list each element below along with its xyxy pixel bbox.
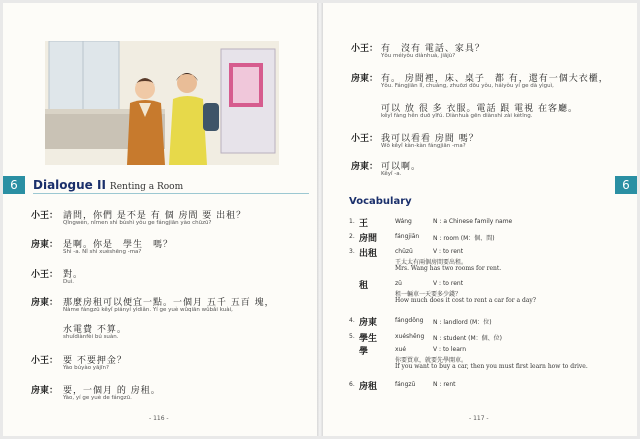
dialogue-chinese: 可以 放 很 多 衣服。電話 跟 電視 在客廳。 <box>381 104 579 114</box>
vocab-word: 房東 <box>359 318 378 328</box>
vocab-pinyin: fángzū <box>395 381 416 388</box>
dialogue-pinyin: shuǐdiànfèi bú suàn. <box>63 334 119 340</box>
speaker-label: 小王： <box>351 134 379 144</box>
vocab-number: 2. <box>349 233 355 240</box>
left-page <box>3 3 317 436</box>
vocab-example: Mrs. Wang has two rooms for rent. <box>395 265 502 272</box>
dialogue-chinese: 我可以看看 房間 嗎？ <box>381 134 479 144</box>
vocab-word: 房間 <box>359 234 378 244</box>
vocab-pinyin: fángdōng <box>395 317 424 324</box>
speaker-label: 房東： <box>31 298 59 308</box>
dialogue-pinyin: Qǐngwèn, nǐmen shì búshì yǒu ge fángjiān yào chūzū? <box>63 220 212 226</box>
vocab-word: 租 <box>359 281 369 291</box>
dialogue-chinese: 請問，你們 是不是 有 個 房間 要 出租？ <box>63 211 247 221</box>
vocab-example: How much does it cost to rent a car for a day? <box>395 297 537 304</box>
vocab-number: 6. <box>349 381 355 388</box>
dialogue-chinese: 要 不要押金？ <box>63 356 127 366</box>
lesson-number-tab: 6 <box>3 176 25 194</box>
speaker-label: 小王： <box>31 356 59 366</box>
vocab-definition: V : to learn <box>433 346 467 353</box>
vocab-word: 出租 <box>359 249 378 259</box>
right-page <box>323 3 637 436</box>
vocab-number: 5. <box>349 333 355 340</box>
dialogue-pinyin: kěyǐ fàng hěn duō yīfú. Diànhuà gēn diànshì zài kètīng. <box>381 113 533 119</box>
dialogue-chinese: 對。 <box>63 270 84 280</box>
vocab-pinyin: xuéshēng <box>395 333 425 340</box>
dialogue-chinese: 要，一個月 的 房租。 <box>63 386 161 396</box>
vocab-definition: N : landlord (M：位) <box>433 319 492 326</box>
dialogue-pinyin: Nàme fángzū kěyǐ piányí yìdiǎn. Yí ge yuè wǔqiān wǔbǎi kuài, <box>63 307 233 313</box>
vocab-example: 王太太有兩個房間要出租。 <box>395 259 468 266</box>
vocab-number: 1. <box>349 218 355 225</box>
vocab-pinyin: chūzū <box>395 248 413 255</box>
vocab-definition: V : to rent <box>433 280 464 287</box>
dialogue-chinese: 那麼房租可以便宜一點。一個月 五千 五百 塊， <box>63 298 275 308</box>
vocab-example: 租一輛車一天要多少錢？ <box>395 291 462 298</box>
dialogue-chinese: 是啊。你是 學生 嗎？ <box>63 240 174 250</box>
speaker-label: 小王： <box>351 44 379 54</box>
speaker-label: 房東： <box>31 386 59 396</box>
dialogue-chinese: 水電費 不算。 <box>63 325 127 335</box>
vocabulary-heading: Vocabulary <box>349 196 412 207</box>
page-number: - 116 - <box>149 415 169 422</box>
vocab-word: 學 <box>359 347 369 357</box>
illustration-drawing <box>45 41 279 165</box>
vocab-definition: N : student (M：個、位) <box>433 335 503 342</box>
speaker-label: 小王： <box>31 270 59 280</box>
dialogue-pinyin: Kěyǐ -a. <box>381 171 402 177</box>
dialogue-chinese: 可以啊。 <box>381 162 422 172</box>
vocab-word: 房租 <box>359 382 378 392</box>
dialogue-pinyin: Wǒ kěyǐ kàn-kàn fángjiān -ma? <box>381 143 466 149</box>
lesson-number-tab: 6 <box>615 176 637 194</box>
speaker-label: 小王： <box>31 211 59 221</box>
vocab-word: 學生 <box>359 334 378 344</box>
speaker-label: 房東： <box>351 74 379 84</box>
dialogue-pinyin: Yǒu. Fángjiān lǐ, chuáng, zhuōzi dōu yǒu, háiyǒu yí ge dà yìguì, <box>381 83 554 89</box>
vocab-definition: V : to rent <box>433 248 464 255</box>
vocab-number: 3. <box>349 248 355 255</box>
dialogue-subtitle: Renting a Room <box>109 182 184 192</box>
speaker-label: 房東： <box>351 162 379 172</box>
vocab-pinyin: xué <box>395 346 407 353</box>
dialogue-chinese: 有 沒有 電話、家具？ <box>381 44 485 54</box>
vocab-number: 4. <box>349 317 355 324</box>
vocab-example: If you want to buy a car, then you must first learn how to drive. <box>395 363 588 370</box>
vocab-pinyin: Wáng <box>395 218 412 225</box>
vocab-word: 王 <box>359 219 369 229</box>
illustration <box>45 41 279 165</box>
dialogue-title: Dialogue II Renting a Room <box>33 178 184 192</box>
dialogue-pinyin: Shì -a. Nǐ shì xuéshēng -ma? <box>63 249 142 255</box>
vocab-definition: N : rent <box>433 381 456 388</box>
vocab-example: 你要買車，就要先學開車。 <box>395 357 468 364</box>
vocab-definition: N : a Chinese family name <box>433 218 513 225</box>
dialogue-header <box>3 176 317 194</box>
vocab-pinyin: zū <box>395 280 402 287</box>
page-number: - 117 - <box>469 415 489 422</box>
dialogue-chinese: 有。 房間裡，床、桌子 都 有，還有一個大衣櫃， <box>381 74 609 84</box>
vocab-definition: N : room (M：個、間) <box>433 235 495 242</box>
dialogue-pinyin: Duì. <box>63 279 74 285</box>
speaker-label: 房東： <box>31 240 59 250</box>
dialogue-pinyin: Yǒu méiyǒu diànhuà, jiājù? <box>381 53 456 59</box>
vocab-pinyin: fángjiān <box>395 233 420 240</box>
dialogue-pinyin: Yào, yí ge yuè de fángzū. <box>63 395 132 401</box>
dialogue-pinyin: Yào búyào yājīn? <box>63 365 109 371</box>
